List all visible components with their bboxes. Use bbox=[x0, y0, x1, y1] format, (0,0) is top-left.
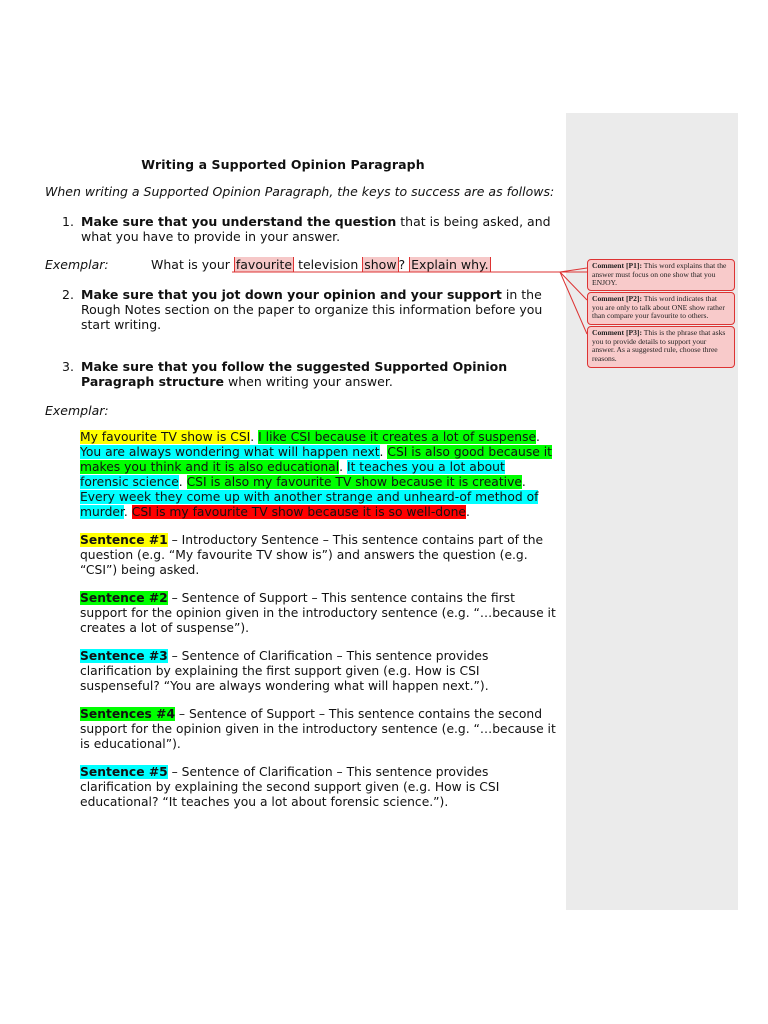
exemplar-label-2: Exemplar: bbox=[45, 403, 109, 418]
sentence-1-highlight: My favourite TV show is CSI bbox=[80, 430, 251, 444]
exemplar-paragraph: My favourite TV show is CSI. I like CSI because it creates a lot of suspense. You are always wondering what will happen next. CSI is also good because it makes you think and it is also educational. It teaches you a lot about forensic science. CSI is also my favourite TV show because it is creative. Every week they come up with another strange and unheard-of method of murder. CSI is my favourite TV show because it is so well-done. bbox=[80, 430, 552, 519]
step-rest: in the Rough Notes section on the paper to organize this information before you start writing. bbox=[81, 287, 543, 332]
comment-text: This word indicates that you are only to talk about ONE show rather than compare your favourite to others. bbox=[592, 294, 725, 321]
comment-label: Comment [P1]: bbox=[592, 261, 642, 270]
comment-anchor-p3[interactable]: Explain why. bbox=[411, 257, 489, 272]
sentence-6-highlight: CSI is also my favourite TV show because it is creative bbox=[186, 475, 522, 489]
sentence-description: – Introductory Sentence – This sentence contains part of the question (e.g. “My favourite TV show is”) and answers the question (e.g. “CSI”) being asked. bbox=[80, 533, 544, 577]
sentence-5-highlight: It teaches you a lot about forensic science bbox=[80, 460, 505, 489]
sentence-7-highlight: Every week they come up with another strange and unheard-of method of murder bbox=[80, 490, 539, 519]
intro-text: When writing a Supported Opinion Paragraph, the keys to success are as follows: bbox=[45, 184, 555, 199]
step-rest: when writing your answer. bbox=[224, 374, 393, 389]
step-bold: Make sure that you jot down your opinion and your support bbox=[81, 287, 502, 302]
sentence-description: – Sentence of Clarification – This sentence provides clarification by explaining the second support given (e.g. How is CSI educational? “It teaches you a lot about forensic science.”). bbox=[80, 765, 500, 809]
sentence-label: Sentences #4 bbox=[80, 707, 176, 721]
sentence-explanation-3 bbox=[80, 649, 556, 694]
step-bold: Make sure that you understand the question bbox=[81, 214, 397, 229]
exemplar-question bbox=[151, 257, 491, 272]
sentence-explanation-2 bbox=[80, 591, 556, 636]
comment-p1[interactable] bbox=[587, 259, 735, 291]
sentence-description: – Sentence of Clarification – This sentence provides clarification by explaining the first support given (e.g. How is CSI suspenseful? “You are always wondering what will happen next.”). bbox=[80, 649, 489, 693]
sentence-8-highlight: CSI is my favourite TV show because it is so well-done bbox=[131, 505, 466, 519]
comment-p2[interactable] bbox=[587, 292, 735, 325]
comment-text: This is the phrase that asks you to provide details to support your answer. As a suggested rule, choose three reasons. bbox=[592, 328, 726, 363]
sentence-3-highlight: You are always wondering what will happen next bbox=[80, 445, 380, 459]
comment-anchor-p1[interactable]: favourite bbox=[235, 257, 293, 272]
step-number: 3. bbox=[62, 359, 74, 374]
sentence-label: Sentence #2 bbox=[80, 591, 168, 605]
step-number: 1. bbox=[62, 214, 74, 229]
sentence-explanation-5 bbox=[80, 765, 556, 810]
step-text bbox=[81, 359, 551, 389]
sentence-4-highlight: CSI is also good because it makes you think and it is also educational bbox=[80, 445, 552, 474]
sentence-2-highlight: I like CSI because it creates a lot of suspense bbox=[258, 430, 537, 444]
exemplar-label-1: Exemplar: bbox=[45, 257, 109, 272]
sentence-explanation-4 bbox=[80, 707, 556, 752]
step-bold: Make sure that you follow the suggested Supported Opinion Paragraph structure bbox=[81, 359, 508, 389]
sentence-description: – Sentence of Support – This sentence contains the first support for the opinion given in the introductory sentence (e.g. “…because it creates a lot of suspense”). bbox=[80, 591, 556, 635]
sentence-label: Sentence #3 bbox=[80, 649, 168, 663]
step-text bbox=[81, 287, 551, 332]
comment-p3[interactable] bbox=[587, 326, 735, 368]
question-part: ? bbox=[398, 257, 410, 272]
step-rest: that is being asked, and what you have to provide in your answer. bbox=[81, 214, 551, 244]
question-part: television bbox=[294, 257, 363, 272]
comment-label: Comment [P2]: bbox=[592, 294, 642, 303]
sentence-explanation-1 bbox=[80, 533, 556, 578]
document-title: Writing a Supported Opinion Paragraph bbox=[141, 157, 425, 172]
sentence-label: Sentence #5 bbox=[80, 765, 168, 779]
comments-sidebar bbox=[566, 113, 738, 910]
question-part: What is your bbox=[151, 257, 234, 272]
comment-text: This word explains that the answer must focus on one show that you ENJOY. bbox=[592, 261, 727, 288]
sentence-description: – Sentence of Support – This sentence contains the second support for the opinion given in the introductory sentence (e.g. “…because it is educational”). bbox=[80, 707, 556, 751]
step-number: 2. bbox=[62, 287, 74, 302]
sentence-label: Sentence #1 bbox=[80, 533, 168, 547]
comment-label: Comment [P3]: bbox=[592, 328, 642, 337]
step-text bbox=[81, 214, 551, 244]
comment-anchor-p2[interactable]: show bbox=[364, 257, 397, 272]
